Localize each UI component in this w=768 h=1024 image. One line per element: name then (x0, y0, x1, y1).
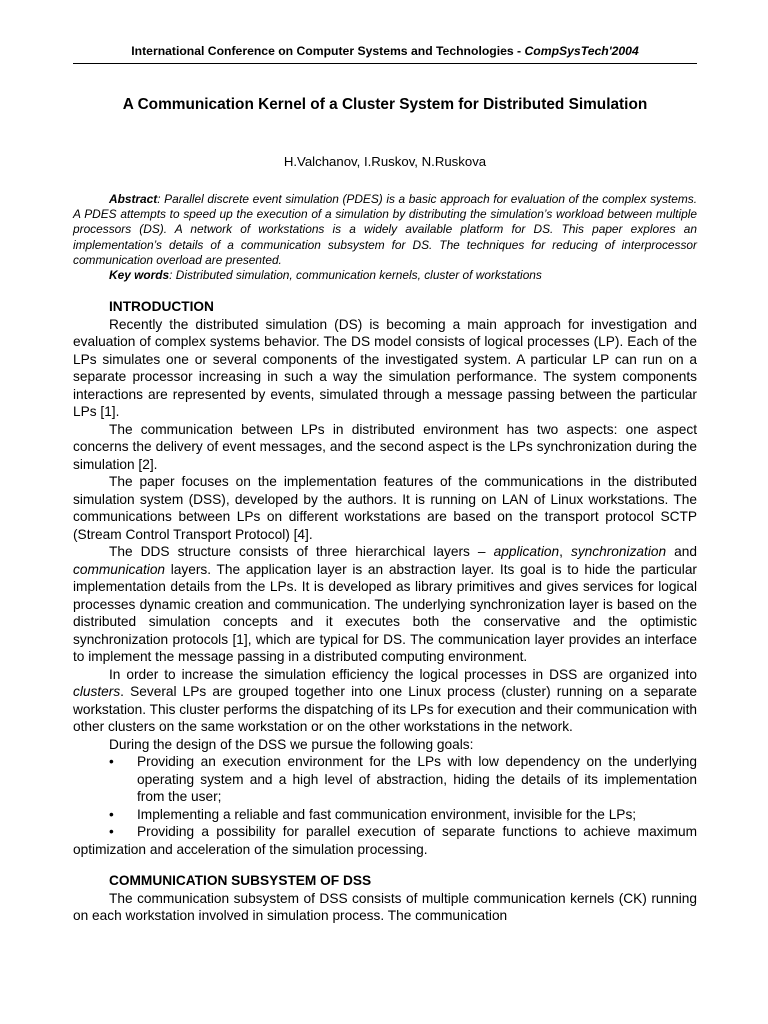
intro-p4-text-c: and (666, 544, 698, 559)
keywords-paragraph (73, 268, 697, 283)
abstract-block (73, 192, 697, 283)
header-rule (73, 63, 697, 64)
bullet-glyph: • (109, 806, 114, 822)
intro-p5-text-a: In order to increase the simulation efficiency the logical processes in DSS are organized into (109, 666, 697, 682)
conference-short-name: CompSysTech'2004 (524, 44, 639, 58)
goal-bullet-2 (73, 806, 697, 824)
intro-paragraph-1: Recently the distributed simulation (DS) is becoming a main approach for investigation and evaluation of complex systems behavior. The DS model consists of logical processes (LP). Each of the LPs simulates one or several components of the investigated system. A particular LP can run on a separate processor increasing in such a way the simulation performance. The system components interactions are represented by events, simulated through a message passing between the particular LPs [1]. (73, 316, 697, 419)
keywords-label: Key words (109, 268, 170, 283)
bullet-glyph: • (109, 824, 114, 839)
abstract-paragraph (73, 192, 697, 268)
abstract-label: Abstract (109, 192, 158, 206)
term-clusters: clusters (73, 684, 121, 699)
goal-bullet-text: Providing a possibility for parallel execution of separate functions to achieve maximum optimization and acceleration of the simulation processing. (73, 824, 697, 857)
goal-bullet-text: Providing an execution environment for the LPs with low dependency on the underlying operating system and a high level of abstraction, hiding the details of its implementation from the user; (137, 754, 697, 804)
goal-bullet-1 (73, 753, 697, 806)
term-application: application (493, 544, 560, 559)
intro-p4-text-d: layers. The application layer is an abstraction layer. Its goal is to hide the particular implementation details from the LPs. It is developed as library primitives and gives services for logical processes dynamic creation and communication. The underlying synchronization layer is based on the distributed simulation concepts and it executes both the conservative and the optimistic synchronization protocols [1], which are typical for DS. The communication layer provides an interface to implement the message passing in a distributed computing environment. (73, 561, 697, 664)
intro-paragraph-5 (73, 666, 697, 736)
conference-name: International Conference on Computer Systems and Technologies - (131, 44, 525, 58)
bullet-glyph: • (109, 754, 114, 769)
intro-paragraph-3: The paper focuses on the implementation features of the communications in the distributed simulation system (DSS), developed by the authors. It is running on LAN of Linux workstations. The communications between LPs on different workstations are based on the transport protocol SCTP (Stream Control Transport Protocol) [4]. (73, 474, 697, 542)
intro-paragraph-4 (73, 543, 697, 666)
intro-paragraph-6: During the design of the DSS we pursue the following goals: (109, 736, 474, 752)
section-heading-introduction: INTRODUCTION (109, 299, 214, 314)
abstract-text: : Parallel discrete event simulation (PDES) is a basic approach for evaluation of the complex systems. A PDES attempts to speed up the execution of a simulation by distributing the simulation’s workload between multiple processors (DS). A network of workstations is a widely available platform for DS. This paper explores an implementation’s details of a communication subsystem for DS. The techniques for reducing of interprocessor communication overload are presented. (73, 192, 697, 267)
paper-authors: H.Valchanov, I.Ruskov, N.Ruskova (283, 154, 487, 169)
intro-p4-text-a: The DDS structure consists of three hierarchical layers – (109, 544, 494, 559)
goal-bullet-3 (73, 823, 697, 858)
intro-p5-text-b: . Several LPs are grouped together into one Linux process (cluster) running on a separate workstation. This cluster performs the dispatching of its LPs for execution and their communication with other clusters on the same workstation or on the other workstations in the network. (73, 684, 697, 734)
body-text (73, 298, 697, 925)
keywords-text: : Distributed simulation, communication kernels, cluster of workstations (169, 268, 542, 283)
section2-paragraph-1: The communication subsystem of DSS consists of multiple communication kernels (CK) running on each workstation involved in simulation process. The communication (73, 890, 697, 923)
intro-paragraph-2: The communication between LPs in distributed environment has two aspects: one aspect concerns the delivery of event messages, and the second aspect is the LPs synchronization during the simulation [2]. (73, 421, 697, 472)
goal-bullet-text: Implementing a reliable and fast communication environment, invisible for the LPs; (137, 806, 637, 822)
term-synchronization: synchronization (570, 544, 667, 559)
paper-title: A Communication Kernel of a Cluster System for Distributed Simulation (122, 96, 648, 113)
running-header (73, 44, 697, 58)
intro-p4-text-b: , (559, 544, 571, 559)
term-communication: communication (73, 561, 166, 577)
section-heading-communication-subsystem: COMMUNICATION SUBSYSTEM OF DSS (109, 873, 372, 888)
